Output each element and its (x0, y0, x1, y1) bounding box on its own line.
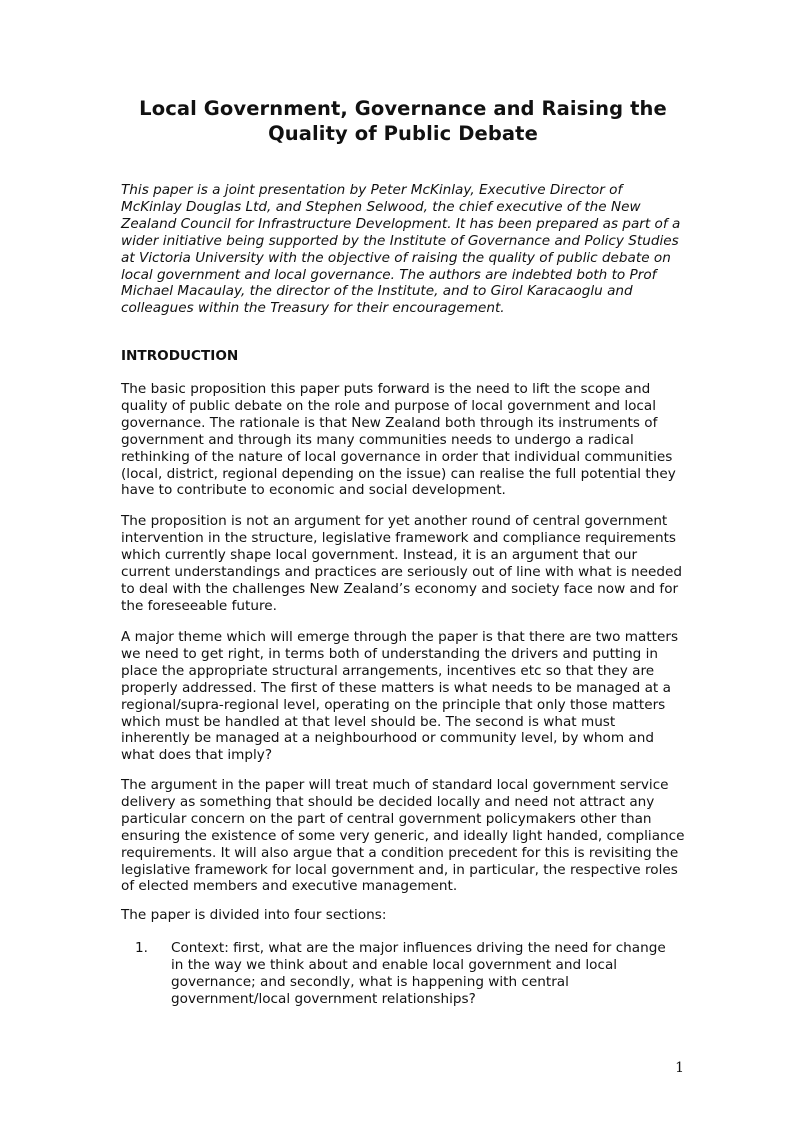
paragraph-2 (121, 513, 696, 614)
section-heading: INTRODUCTION (121, 348, 239, 364)
title-line-1: Local Government, Governance and Raising the (139, 97, 667, 120)
paragraph-line: government and through its many communities needs to undergo a radical (121, 431, 634, 448)
paragraph-4 (121, 777, 696, 895)
paragraph-line: rethinking of the nature of local governance in order that individual communities (121, 448, 673, 465)
title-line-2: Quality of Public Debate (268, 122, 538, 145)
paragraph-line: we need to get right, in terms both of understanding the drivers and putting in (121, 645, 659, 662)
abstract-line: local government and local governance. The authors are indebted both to Prof (121, 266, 657, 283)
paragraph-line: the foreseeable future. (121, 597, 277, 614)
paragraph-line: The proposition is not an argument for yet another round of central government (121, 513, 668, 529)
paragraph-line: quality of public debate on the role and purpose of local government and local (121, 397, 657, 414)
paragraph-line: properly addressed. The first of these matters is what needs to be managed at a (121, 679, 671, 696)
paragraph-line: legislative framework for local government and, in particular, the respective roles (121, 861, 678, 878)
paragraph-line: governance. The rationale is that New Zealand both through its instruments of (121, 414, 658, 431)
paragraph-line: to deal with the challenges New Zealand’s economy and society face now and for (121, 580, 679, 597)
list-line: in the way we think about and enable local government and local (171, 956, 618, 973)
paragraph-line: what does that imply? (121, 747, 273, 764)
paragraph-line: intervention in the structure, legislative framework and compliance requirements (121, 529, 677, 546)
paragraph-3 (121, 629, 696, 764)
paragraph-line: which must be handled at that level should be. The second is what must (121, 713, 616, 730)
list-number: 1. (135, 940, 148, 956)
paragraph-line: The basic proposition this paper puts forward is the need to lift the scope and (121, 381, 651, 397)
abstract-line: colleagues within the Treasury for their encouragement. (121, 300, 505, 317)
paragraph-line: ensuring the existence of some very generic, and ideally light handed, compliance (121, 827, 685, 844)
paragraph-line: have to contribute to economic and social development. (121, 482, 506, 499)
paragraph-line: current understandings and practices are seriously out of line with what is needed (121, 563, 683, 580)
abstract-line: at Victoria University with the objective of raising the quality of public debate on (121, 249, 671, 266)
paragraph-line: The paper is divided into four sections: (121, 907, 387, 923)
paragraph-line: delivery as something that should be decided locally and need not attract any (121, 793, 655, 810)
abstract-line: Zealand Council for Infrastructure Development. It has been prepared as part of a (121, 215, 681, 232)
abstract-line: McKinlay Douglas Ltd, and Stephen Selwood, the chief executive of the New (121, 198, 641, 215)
paragraph-line: of elected members and executive management. (121, 878, 458, 895)
paragraph-5 (121, 907, 696, 924)
paragraph-line: inherently be managed at a neighbourhood or community level, by whom and (121, 730, 654, 747)
list-line: government/local government relationships? (171, 990, 476, 1007)
abstract-line: wider initiative being supported by the Institute of Governance and Policy Studies (121, 232, 679, 249)
paragraph-1 (121, 381, 696, 499)
page-title (100, 96, 706, 146)
abstract-line: This paper is a joint presentation by Peter McKinlay, Executive Director of (121, 182, 623, 198)
paragraph-line: place the appropriate structural arrangements, incentives etc so that they are (121, 662, 655, 679)
page-number: 1 (675, 1060, 684, 1076)
list-line: governance; and secondly, what is happening with central (171, 973, 569, 990)
paragraph-line: which currently shape local government. Instead, it is an argument that our (121, 546, 638, 563)
paragraph-line: A major theme which will emerge through the paper is that there are two matters (121, 629, 679, 645)
abstract-line: Michael Macaulay, the director of the Institute, and to Girol Karacaoglu and (121, 283, 633, 300)
paragraph-line: particular concern on the part of central government policymakers other than (121, 810, 652, 827)
list-line: Context: first, what are the major influences driving the need for change (171, 940, 666, 956)
abstract (121, 182, 696, 317)
paragraph-line: regional/supra-regional level, operating on the principle that only those matters (121, 696, 666, 713)
paragraph-line: requirements. It will also argue that a condition precedent for this is revisiting the (121, 844, 679, 861)
paragraph-line: The argument in the paper will treat much of standard local government service (121, 777, 669, 793)
list-item-text (171, 940, 701, 1008)
paragraph-line: (local, district, regional depending on the issue) can realise the full potential they (121, 465, 676, 482)
